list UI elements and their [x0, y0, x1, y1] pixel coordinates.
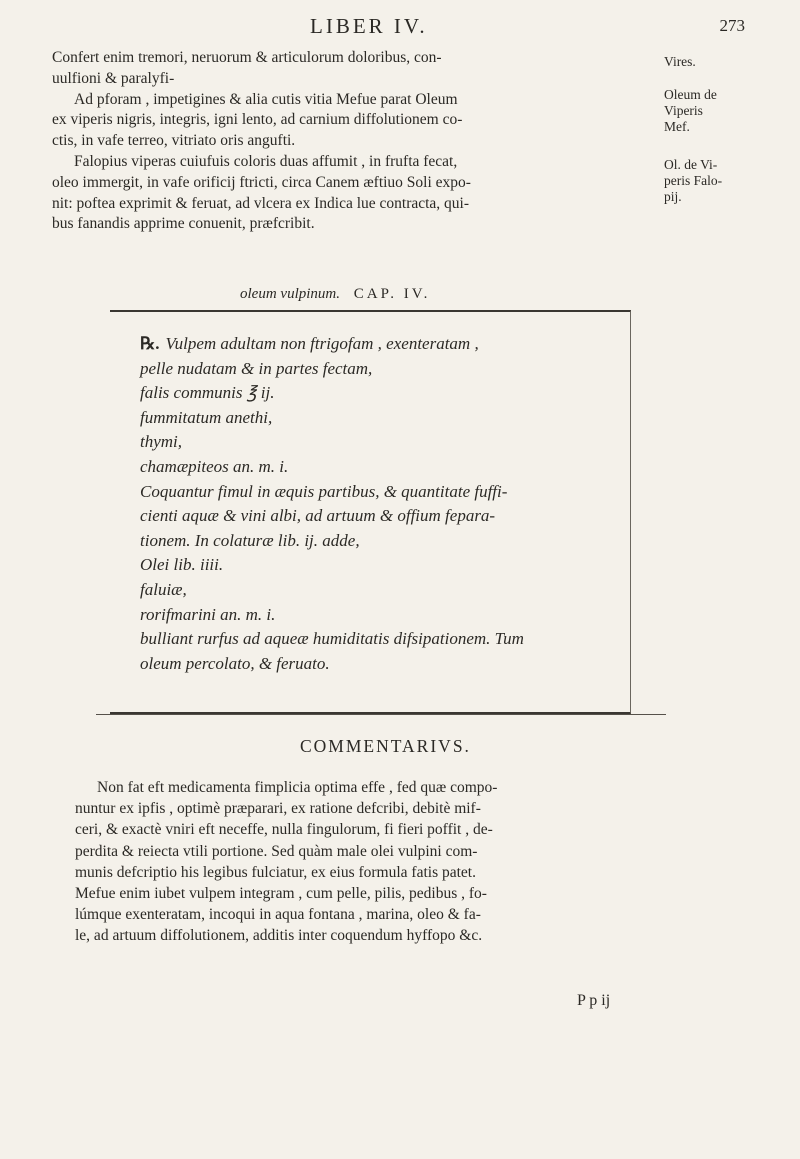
page-number: 273 [719, 16, 745, 35]
text-line: ex viperis nigris, integris, igni lento, ad carnium diffolutionem co- [52, 111, 463, 129]
text-line: nit: poftea exprimit & feruat, ad vlcera ex Indica lue contracta, qui- [52, 194, 470, 212]
text-line: oleo immergit, in vafe orificij ftricti, circa Canem æftiuo Soli expo- [52, 173, 471, 191]
chapter-title: oleum vulpinum. [240, 286, 340, 302]
text-line: lúmque exenteratam, incoqui in aqua fontana , marina, oleo & fa- [75, 906, 481, 924]
recipe-line: faluiæ, [140, 579, 187, 599]
recipe-line: oleum percolato, & feruato. [140, 653, 330, 673]
margin-note-vires: Vires. [664, 54, 696, 69]
recipe-line: fummitatum anethi, [140, 407, 273, 427]
text-line: ceri, & exactè vniri eft neceffe, nulla fingulorum, fi fieri poffit , de- [75, 821, 493, 839]
text-line: ctis, in vafe terreo, vitriato oris angufti. [52, 132, 296, 150]
recipe-line: Olei lib. iiii. [140, 555, 224, 575]
margin-note-oleum-falopius: Ol. de Vi- peris Falo- pij. [664, 157, 723, 204]
recipe-line: pelle nudatam & in partes fectam, [140, 358, 373, 378]
chapter-number: CAP. IV. [353, 286, 431, 302]
text-line: bus fanandis apprime conuenit, præfcribit. [52, 215, 315, 233]
recipe-line: falis communis ℥ ij. [140, 383, 275, 403]
commentary-heading: COMMENTARIVS. [300, 736, 471, 756]
recipe-text [140, 332, 620, 676]
text-line: Ad pforam , impetigines & alia cutis vitia Mefue parat Oleum [74, 90, 458, 108]
recipe-line: tionem. In colaturæ lib. ij. adde, [140, 530, 360, 550]
recipe-line: bulliant rurfus ad aqueæ humiditatis difsipationem. Tum [140, 629, 524, 649]
recipe-line: chamæpiteos an. m. i. [140, 456, 289, 476]
recipe-line: Coquantur fimul in æquis partibus, & quantitate fuffi- [140, 481, 508, 501]
commentary-text [75, 777, 715, 947]
running-head: LIBER IV. [310, 14, 428, 38]
text-line: Confert enim tremori, neruorum & articulorum doloribus, con- [52, 49, 442, 66]
recipe-line: thymi, [140, 432, 183, 452]
recipe-line: cienti aquæ & vini albi, ad artuum & offium fepara- [140, 506, 496, 526]
margin-note-oleum-mesue: Oleum de Viperis Mef. [664, 87, 717, 134]
recipe-line: rorifmarini an. m. i. [140, 604, 276, 624]
text-line: Mefue enim iubet vulpem integram , cum pelle, pilis, pedibus , fo- [75, 885, 487, 903]
page-header [60, 14, 760, 44]
text-line: Falopius viperas cuiufuis coloris duas affumit , in frufta fecat, [74, 152, 458, 170]
recipe-bottom-rule [96, 714, 666, 715]
text-line: le, ad artuum diffolutionem, additis inter coquendum hyffopo &c. [75, 927, 483, 945]
text-line: Non fat eft medicamenta fimplicia optima effe , fed quæ compo- [97, 779, 498, 796]
body-text [52, 48, 654, 235]
signature-mark: P p ij [577, 992, 611, 1009]
text-line: perdita & reiecta vtili portione. Sed quàm male olei vulpini com- [75, 842, 478, 860]
text-line: munis defcriptio his legibus fulciatur, ex eius formula fatis patet. [75, 863, 476, 881]
rx-icon: ℞. [140, 334, 160, 353]
recipe-line: ℞. Vulpem adultam non ftrigofam , exenteratam , [140, 334, 479, 353]
chapter-heading [240, 286, 430, 303]
text-line: uulfioni & paralyfi- [52, 69, 175, 87]
text-line: nuntur ex ipfis , optimè præparari, ex ratione defcribi, debitè mif- [75, 800, 481, 818]
